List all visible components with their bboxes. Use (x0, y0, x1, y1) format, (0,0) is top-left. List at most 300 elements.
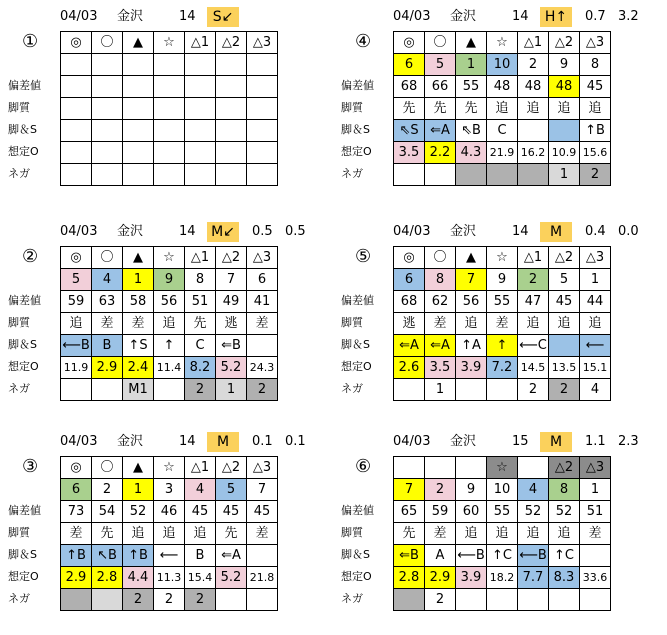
table-cell (185, 164, 216, 186)
table-cell: 1 (216, 379, 247, 401)
table-cell: 3.9 (456, 357, 487, 379)
table-cell (92, 120, 123, 142)
table-cell: 68 (394, 76, 425, 98)
table-cell: 15.1 (580, 357, 611, 379)
table-cell: B (92, 335, 123, 357)
pace-mark: M (540, 222, 572, 242)
table-row (61, 479, 278, 501)
table-cell: ⇐B (216, 335, 247, 357)
table-cell: 11.4 (154, 357, 185, 379)
mark-cell: ☆ (154, 457, 185, 479)
table-cell (216, 142, 247, 164)
horse-count: 14 (179, 434, 196, 449)
table-cell: 56 (456, 291, 487, 313)
row-label: 脚＆S (341, 548, 370, 561)
row-label: 脚＆S (8, 338, 37, 351)
mark-cell: ☆ (487, 32, 518, 54)
pick-table (60, 456, 278, 611)
race-header (333, 430, 663, 452)
table-cell: 先 (425, 98, 456, 120)
table-cell: 2.9 (425, 567, 456, 589)
pace-mark: S↙ (207, 7, 239, 27)
table-cell: 18.2 (487, 567, 518, 589)
table-cell: 8 (580, 54, 611, 76)
row-label: 想定O (8, 145, 39, 158)
table-cell (185, 98, 216, 120)
table-cell (61, 120, 92, 142)
mark-cell: 〇 (425, 247, 456, 269)
table-cell (247, 76, 278, 98)
pace-mark: H↑ (540, 7, 572, 27)
table-cell (394, 164, 425, 186)
table-cell: 33.6 (580, 567, 611, 589)
table-cell: 9 (456, 479, 487, 501)
table-cell: ⟵ (154, 545, 185, 567)
table-cell (185, 54, 216, 76)
table-cell: 45 (247, 501, 278, 523)
panel-number: ① (22, 31, 39, 52)
mark-cell: 〇 (92, 457, 123, 479)
table-cell: 7 (456, 269, 487, 291)
table-cell: 2.8 (92, 567, 123, 589)
table-row (61, 142, 278, 164)
row-label: 偏差値 (341, 294, 374, 307)
table-row (394, 291, 611, 313)
table-cell: 先 (185, 313, 216, 335)
race-panel (0, 5, 330, 210)
header-value-1: 0.5 (252, 224, 273, 239)
table-cell (154, 379, 185, 401)
table-row (394, 479, 611, 501)
table-row (394, 54, 611, 76)
table-row (394, 567, 611, 589)
table-cell: 5 (216, 479, 247, 501)
table-cell: 15.4 (185, 567, 216, 589)
header-value-1: 0.4 (585, 224, 606, 239)
panel-number: ③ (22, 456, 39, 477)
table-row (61, 357, 278, 379)
row-label: 想定O (341, 145, 372, 158)
row-label: 脚＆S (341, 123, 370, 136)
table-cell: 8 (185, 269, 216, 291)
table-cell: 11.3 (154, 567, 185, 589)
table-cell: 差 (61, 523, 92, 545)
table-cell: 46 (154, 501, 185, 523)
panel-number: ⑤ (355, 246, 372, 267)
table-row (394, 589, 611, 611)
table-cell (487, 589, 518, 611)
row-label: 偏差値 (8, 294, 41, 307)
header-value-2: 3.2 (618, 9, 639, 24)
table-cell: 15.6 (580, 142, 611, 164)
table-cell: 差 (487, 313, 518, 335)
mark-cell: ☆ (154, 247, 185, 269)
race-venue: 金沢 (117, 224, 144, 239)
table-cell: 2 (154, 589, 185, 611)
table-row (61, 76, 278, 98)
table-cell (154, 164, 185, 186)
row-label: 偏差値 (341, 504, 374, 517)
table-cell: 7 (216, 269, 247, 291)
table-cell: 2 (247, 379, 278, 401)
table-cell (456, 164, 487, 186)
table-cell: 2 (425, 589, 456, 611)
race-header (0, 5, 330, 27)
table-cell (518, 164, 549, 186)
table-cell: 4.3 (456, 142, 487, 164)
table-cell: 差 (123, 313, 154, 335)
race-date: 04/03 (60, 434, 98, 449)
table-cell: 3 (154, 479, 185, 501)
horse-count: 14 (512, 224, 529, 239)
table-cell: 7.7 (518, 567, 549, 589)
table-row (61, 335, 278, 357)
table-cell: ⇐A (425, 120, 456, 142)
table-cell (123, 164, 154, 186)
mark-cell (425, 457, 456, 479)
table-cell (549, 120, 580, 142)
table-cell: 先 (216, 523, 247, 545)
table-cell: 8.2 (185, 357, 216, 379)
mark-cell (394, 457, 425, 479)
table-cell (61, 76, 92, 98)
mark-cell: △1 (518, 32, 549, 54)
table-cell: 追 (61, 313, 92, 335)
table-cell: 追 (518, 313, 549, 335)
table-cell: 差 (425, 523, 456, 545)
table-cell: 48 (549, 76, 580, 98)
table-row (61, 379, 278, 401)
table-cell: 45 (549, 291, 580, 313)
mark-cell: △3 (580, 32, 611, 54)
table-cell: ↑B (123, 545, 154, 567)
table-cell: 60 (456, 501, 487, 523)
mark-header-row (61, 457, 278, 479)
horse-count: 14 (512, 9, 529, 24)
table-cell (92, 164, 123, 186)
table-cell: 52 (123, 501, 154, 523)
table-cell: 14.5 (518, 357, 549, 379)
mark-cell: ◎ (61, 32, 92, 54)
table-cell: 逃 (216, 313, 247, 335)
header-value-2: 2.3 (618, 434, 639, 449)
table-cell: 追 (518, 98, 549, 120)
table-cell: 3.9 (456, 567, 487, 589)
row-label: ネガ (341, 592, 363, 605)
table-cell: 追 (549, 98, 580, 120)
table-cell: 1 (580, 479, 611, 501)
table-cell: ⇐A (425, 335, 456, 357)
row-label: 脚質 (341, 101, 363, 114)
race-venue: 金沢 (450, 224, 477, 239)
mark-cell: △1 (185, 32, 216, 54)
table-cell: 2 (185, 379, 216, 401)
mark-cell: ◎ (394, 247, 425, 269)
race-date: 04/03 (393, 434, 431, 449)
table-cell: M1 (123, 379, 154, 401)
mark-cell: △2 (216, 247, 247, 269)
table-cell: 追 (154, 523, 185, 545)
mark-header-row (394, 32, 611, 54)
pick-table (60, 246, 278, 401)
table-cell: 49 (216, 291, 247, 313)
table-cell (549, 589, 580, 611)
table-row (394, 523, 611, 545)
pace-mark: M (207, 432, 239, 452)
mark-header-row (61, 247, 278, 269)
mark-cell: △3 (247, 32, 278, 54)
table-cell: 11.9 (61, 357, 92, 379)
table-cell: 10 (487, 54, 518, 76)
table-cell: ⇐A (394, 335, 425, 357)
table-cell (61, 54, 92, 76)
table-cell: 追 (487, 98, 518, 120)
table-cell: 62 (425, 291, 456, 313)
table-cell: 2 (518, 379, 549, 401)
table-cell (487, 379, 518, 401)
table-cell: 逃 (394, 313, 425, 335)
table-cell: 2 (185, 589, 216, 611)
table-cell: ⇐A (216, 545, 247, 567)
table-cell: 追 (456, 313, 487, 335)
table-cell (247, 164, 278, 186)
table-cell: 52 (549, 501, 580, 523)
race-venue: 金沢 (450, 434, 477, 449)
table-cell: 45 (580, 76, 611, 98)
table-cell: 55 (456, 76, 487, 98)
table-cell (61, 164, 92, 186)
table-cell (580, 545, 611, 567)
table-cell: 先 (394, 98, 425, 120)
table-cell: 5 (549, 269, 580, 291)
race-panel (333, 430, 663, 635)
race-panel (0, 430, 330, 635)
table-row (394, 76, 611, 98)
table-cell (61, 379, 92, 401)
table-cell: 2.2 (425, 142, 456, 164)
table-cell: 2.4 (123, 357, 154, 379)
table-cell: ⇖B (456, 120, 487, 142)
table-cell: 追 (580, 313, 611, 335)
mark-cell: ◎ (61, 457, 92, 479)
table-cell: 追 (518, 523, 549, 545)
pick-table (393, 246, 611, 401)
race-header (333, 220, 663, 242)
table-cell: 59 (61, 291, 92, 313)
table-cell: 2 (580, 164, 611, 186)
table-cell: 47 (518, 291, 549, 313)
pace-mark: M (540, 432, 572, 452)
table-cell: 13.5 (549, 357, 580, 379)
row-label: 脚質 (8, 101, 30, 114)
header-value-2: 0.1 (285, 434, 306, 449)
mark-cell: ▲ (456, 32, 487, 54)
row-label: 想定O (341, 570, 372, 583)
table-cell: ⇐B (394, 545, 425, 567)
table-row (394, 98, 611, 120)
table-cell: ↑B (580, 120, 611, 142)
table-row (61, 523, 278, 545)
mark-cell: 〇 (92, 247, 123, 269)
table-row (394, 357, 611, 379)
mark-cell: △2 (549, 457, 580, 479)
row-label: ネガ (8, 382, 30, 395)
table-cell: ⟵ (580, 335, 611, 357)
table-row (61, 545, 278, 567)
table-cell (216, 98, 247, 120)
table-cell: 51 (580, 501, 611, 523)
table-cell: 追 (487, 523, 518, 545)
table-cell: 6 (247, 269, 278, 291)
table-cell (123, 98, 154, 120)
race-date: 04/03 (60, 224, 98, 239)
mark-cell: ◎ (61, 247, 92, 269)
table-cell: 先 (394, 523, 425, 545)
table-cell (92, 76, 123, 98)
row-label: 脚＆S (341, 338, 370, 351)
table-cell: 48 (518, 76, 549, 98)
table-cell: 2 (123, 589, 154, 611)
header-value-2: 0.0 (618, 224, 639, 239)
header-value-1: 0.1 (252, 434, 273, 449)
table-cell: 9 (154, 269, 185, 291)
table-cell: 4 (580, 379, 611, 401)
table-cell (216, 54, 247, 76)
table-row (61, 120, 278, 142)
mark-header-row (61, 32, 278, 54)
table-cell: 55 (487, 291, 518, 313)
mark-cell (456, 457, 487, 479)
header-value-1: 0.7 (585, 9, 606, 24)
table-cell (92, 379, 123, 401)
table-cell: 2.6 (394, 357, 425, 379)
table-cell (518, 120, 549, 142)
table-cell: 追 (185, 523, 216, 545)
table-cell: 63 (92, 291, 123, 313)
table-cell (92, 589, 123, 611)
row-label: ネガ (8, 167, 30, 180)
mark-header-row (394, 247, 611, 269)
table-cell: ⟵B (518, 545, 549, 567)
race-venue: 金沢 (117, 434, 144, 449)
race-date: 04/03 (393, 9, 431, 24)
mark-cell (518, 457, 549, 479)
table-cell: 4 (92, 269, 123, 291)
table-cell: 差 (580, 523, 611, 545)
table-row (61, 291, 278, 313)
table-cell: 21.8 (247, 567, 278, 589)
table-cell: 9 (487, 269, 518, 291)
table-cell (185, 76, 216, 98)
mark-cell: △3 (247, 247, 278, 269)
panel-number: ② (22, 246, 39, 267)
table-cell (61, 98, 92, 120)
row-label: ネガ (341, 382, 363, 395)
table-cell: B (185, 545, 216, 567)
horse-count: 15 (512, 434, 529, 449)
table-cell (247, 589, 278, 611)
table-cell: 1 (456, 54, 487, 76)
table-cell: ↑ (487, 335, 518, 357)
table-cell (518, 589, 549, 611)
mark-header-row (394, 457, 611, 479)
table-cell (247, 120, 278, 142)
table-cell: 2 (518, 54, 549, 76)
table-cell: 追 (580, 98, 611, 120)
pace-mark: M↙ (207, 222, 239, 242)
table-cell (154, 98, 185, 120)
table-cell (580, 589, 611, 611)
table-cell: ⟵B (61, 335, 92, 357)
table-cell: 68 (394, 291, 425, 313)
table-row (394, 269, 611, 291)
table-row (394, 313, 611, 335)
table-cell: 4 (518, 479, 549, 501)
mark-cell: ☆ (487, 247, 518, 269)
table-cell: 48 (487, 76, 518, 98)
row-label: 脚質 (8, 526, 30, 539)
table-row (394, 335, 611, 357)
table-cell: 5.2 (216, 567, 247, 589)
table-cell: 24.3 (247, 357, 278, 379)
table-cell (123, 54, 154, 76)
table-cell: 追 (549, 523, 580, 545)
row-label: 偏差値 (341, 79, 374, 92)
table-cell: 6 (61, 479, 92, 501)
table-cell (425, 164, 456, 186)
table-cell: 追 (154, 313, 185, 335)
mark-cell: △3 (247, 457, 278, 479)
table-cell: ↑C (549, 545, 580, 567)
table-cell (247, 335, 278, 357)
race-header (333, 5, 663, 27)
mark-cell: ▲ (123, 457, 154, 479)
table-cell: 41 (247, 291, 278, 313)
table-cell: A (425, 545, 456, 567)
table-cell (154, 142, 185, 164)
table-cell: 73 (61, 501, 92, 523)
table-row (394, 379, 611, 401)
race-venue: 金沢 (117, 9, 144, 24)
table-cell: 5 (425, 54, 456, 76)
table-cell (456, 379, 487, 401)
table-cell: 2.9 (61, 567, 92, 589)
table-cell (185, 120, 216, 142)
pick-table (393, 31, 611, 186)
table-cell (154, 76, 185, 98)
race-panel (333, 5, 663, 210)
header-value-1: 1.1 (585, 434, 606, 449)
table-cell: 差 (247, 523, 278, 545)
race-venue: 金沢 (450, 9, 477, 24)
table-row (61, 164, 278, 186)
table-cell: ↑S (123, 335, 154, 357)
table-cell (185, 142, 216, 164)
mark-cell: △2 (549, 32, 580, 54)
table-cell: 55 (487, 501, 518, 523)
table-cell (247, 54, 278, 76)
table-cell: ↑A (456, 335, 487, 357)
table-cell (216, 120, 247, 142)
table-cell: 10.9 (549, 142, 580, 164)
table-cell (154, 54, 185, 76)
table-cell: 65 (394, 501, 425, 523)
mark-cell: ▲ (123, 32, 154, 54)
panel-number: ⑥ (355, 456, 372, 477)
table-row (61, 501, 278, 523)
horse-count: 14 (179, 9, 196, 24)
table-cell: 2 (425, 479, 456, 501)
